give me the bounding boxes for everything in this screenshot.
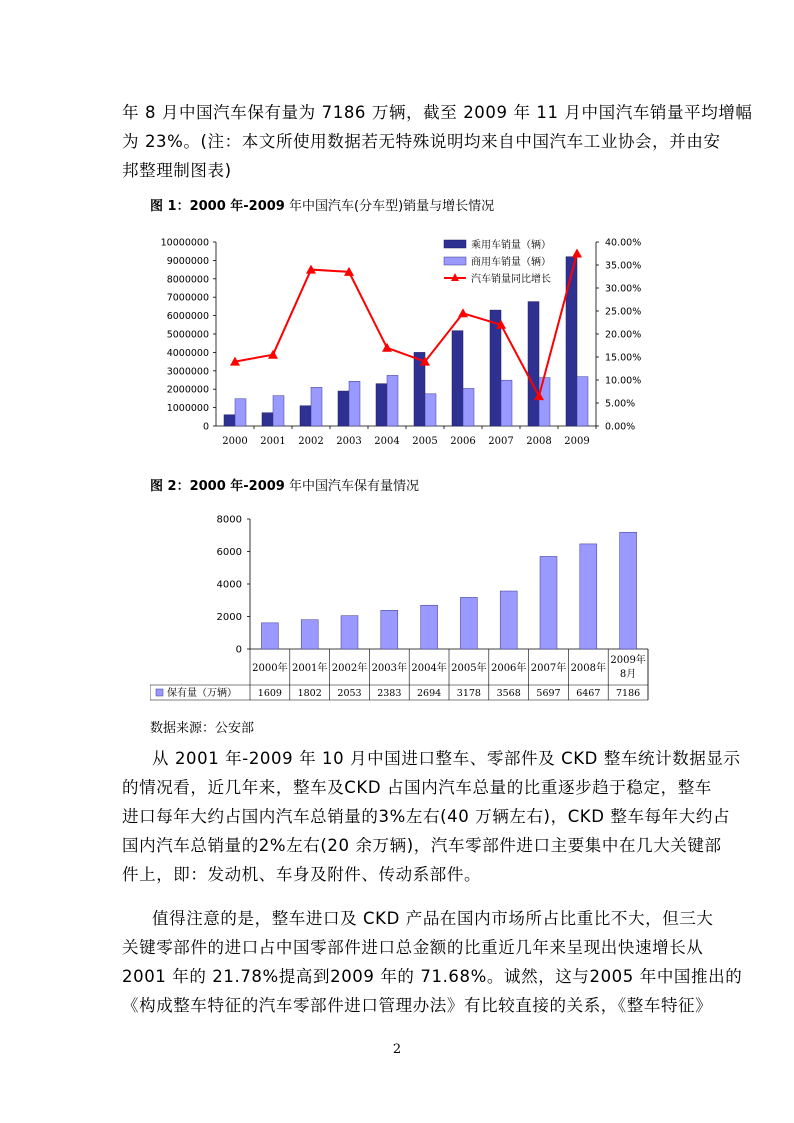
figure1-caption: [150, 199, 494, 215]
legend-label-growth: 汽车销量同比增长: [471, 274, 551, 285]
category-label-line2: 8月: [619, 669, 637, 680]
y-tick-label: 9000000: [166, 255, 209, 267]
y-tick-label: 6000000: [166, 311, 209, 323]
x-tick-label: 2009: [564, 436, 590, 447]
intro-line-1: 年 8 月中国汽车保有量为 7186 万辆，截至 2009 年 11 月中国汽车销量平均增幅: [122, 103, 753, 122]
bar-stock: [261, 623, 278, 649]
growth-point: [458, 308, 468, 317]
bar-commercial: [501, 380, 512, 426]
y2-tick-label: 5.00%: [605, 398, 636, 410]
bar-passenger: [262, 413, 273, 426]
table-value: 3178: [456, 688, 481, 699]
y-tick-label: 8000000: [166, 274, 209, 286]
legend-label-passenger: 乘用车销量（辆）: [471, 240, 551, 251]
paragraph1-line-4: 国内汽车总销量的2%左右(20 余万辆)，汽车零部件进口主要集中在几大关键部: [122, 836, 722, 855]
table-value: 7186: [616, 688, 641, 699]
y2-tick-label: 10.00%: [605, 375, 642, 387]
y-tick-label: 3000000: [166, 366, 209, 378]
bar-commercial: [387, 375, 398, 426]
y-tick-label: 8000: [216, 514, 242, 526]
category-label: 2009年: [610, 655, 646, 666]
y-tick-label: 2000: [216, 612, 242, 623]
bar-commercial: [463, 388, 474, 426]
legend-swatch-stock: [156, 689, 163, 696]
paragraph1-line-5: 件上，即：发动机、车身及附件、传动系部件。: [122, 865, 482, 884]
figure2-chart: [150, 508, 660, 708]
x-tick-label: 2007: [488, 436, 514, 447]
x-tick-label: 2005: [412, 436, 438, 447]
table-value: 6467: [576, 688, 601, 699]
paragraph2-line-2: 关键零部件的进口占中国零部件进口总金额的比重近几年来呈现出快速增长从: [122, 938, 704, 957]
bar-passenger: [300, 406, 311, 426]
y-tick-label: 6000: [216, 547, 242, 558]
figure2-caption-bold: 图 2：2000 年-2009: [150, 479, 285, 494]
bar-commercial: [539, 378, 550, 426]
paragraph1-line-3: 进口每年大约占国内汽车总销量的3%左右(40 万辆左右)，CKD 整车每年大约占: [122, 807, 731, 826]
figure1-caption-rest: 年中国汽车(分车型)销量与增长情况: [284, 199, 495, 214]
figure1-caption-bold: 图 1：2000 年-2009: [150, 199, 285, 214]
category-label: 2007年: [530, 663, 567, 674]
y-tick-label: 5000000: [166, 329, 209, 341]
bar-passenger: [566, 257, 577, 426]
y2-tick-label: 35.00%: [605, 260, 642, 272]
category-label: 2005年: [451, 663, 487, 674]
bar-commercial: [349, 381, 360, 426]
figure1-chart: [150, 228, 670, 458]
bar-commercial: [577, 377, 588, 426]
bar-stock: [301, 620, 318, 649]
paragraph2-line-3: 2001 年的 21.78%提高到2009 年的 71.68%。诚然，这与2005 年中国推出的: [122, 967, 743, 986]
x-tick-label: 2004: [374, 436, 400, 447]
bar-stock: [341, 616, 358, 649]
intro-paragraph: [122, 98, 753, 185]
bar-stock: [381, 610, 398, 649]
x-tick-label: 2003: [336, 436, 362, 447]
x-tick-label: 2000: [222, 436, 248, 447]
x-tick-label: 2002: [298, 436, 324, 447]
table-value: 2694: [417, 688, 442, 699]
category-label: 2003年: [371, 663, 408, 674]
page-number: 2: [392, 1042, 402, 1057]
y-tick-label: 4000000: [166, 347, 209, 359]
legend-swatch-passenger: [444, 240, 466, 248]
intro-line-3: 邦整理制图表): [122, 161, 232, 180]
y-tick-label: 2000000: [166, 384, 209, 396]
category-label: 2004年: [411, 663, 447, 674]
y-tick-label: 7000000: [166, 292, 209, 304]
legend-swatch-commercial: [444, 257, 466, 265]
bar-stock: [540, 556, 557, 649]
y-tick-label: 0: [202, 421, 209, 433]
paragraph2-line-1: 值得注意的是，整车进口及 CKD 产品在国内市场所占比重比不大，但三大: [152, 909, 714, 928]
figure2-caption-rest: 年中国汽车保有量情况: [284, 479, 419, 494]
bar-commercial: [425, 394, 436, 426]
table-value: 1802: [297, 688, 322, 699]
y-tick-label: 4000: [216, 579, 242, 591]
growth-point: [268, 350, 278, 359]
bar-passenger: [224, 415, 235, 426]
bar-stock: [460, 597, 477, 649]
growth-point: [382, 343, 392, 352]
legend-label-commercial: 商用车销量（辆）: [471, 257, 551, 268]
bar-commercial: [235, 399, 246, 426]
table-value: 5697: [536, 688, 561, 699]
category-label: 2008年: [570, 663, 607, 674]
y2-tick-label: 30.00%: [605, 283, 642, 295]
x-tick-label: 2008: [526, 436, 552, 447]
y2-tick-label: 20.00%: [605, 329, 642, 341]
bar-stock: [580, 544, 597, 649]
y2-tick-label: 40.00%: [605, 237, 642, 249]
bar-passenger: [376, 384, 387, 426]
table-value: 1609: [257, 688, 282, 699]
bar-stock: [500, 591, 517, 649]
category-label: 2002年: [331, 663, 368, 674]
bar-commercial: [273, 396, 284, 426]
table-value: 2053: [337, 688, 362, 699]
bar-stock: [620, 532, 637, 649]
y-tick-label: 0: [235, 644, 242, 656]
category-label: 2000年: [252, 663, 288, 674]
y2-tick-label: 25.00%: [605, 306, 642, 318]
y2-tick-label: 15.00%: [605, 352, 642, 364]
table-value: 3568: [496, 688, 521, 699]
bar-passenger: [528, 302, 539, 426]
table-value: 2383: [377, 688, 402, 699]
bar-passenger: [338, 391, 349, 426]
data-source: 数据来源：公安部: [150, 721, 255, 736]
paragraph1-line-2: 的情况看，近几年来，整车及CKD 占国内汽车总量的比重逐步趋于稳定，整车: [122, 778, 712, 797]
category-label: 2006年: [490, 663, 527, 674]
intro-line-2: 为 23%。(注：本文所使用数据若无特殊说明均来自中国汽车工业协会，并由安: [122, 132, 721, 151]
y2-tick-label: 0.00%: [605, 421, 636, 433]
x-tick-label: 2006: [450, 436, 476, 447]
bar-passenger: [452, 331, 463, 426]
paragraph2-line-4: 《构成整车特征的汽车零部件进口管理办法》有比较直接的关系，《整车特征》: [122, 996, 713, 1015]
y-tick-label: 1000000: [166, 403, 209, 415]
x-tick-label: 2001: [260, 436, 286, 447]
y-tick-label: 10000000: [160, 237, 209, 249]
legend-label-stock: 保有量（万辆）: [167, 688, 237, 699]
bar-stock: [421, 605, 438, 649]
paragraph-key-parts: [122, 904, 743, 1020]
figure2-caption: [150, 479, 419, 495]
paragraph1-line-1: 从 2001 年-2009 年 10 月中国进口整车、零部件及 CKD 整车统计数据显示: [152, 749, 741, 768]
category-label: 2001年: [291, 663, 328, 674]
paragraph-import-stats: [122, 744, 741, 889]
bar-commercial: [311, 387, 322, 426]
growth-point: [572, 249, 582, 258]
